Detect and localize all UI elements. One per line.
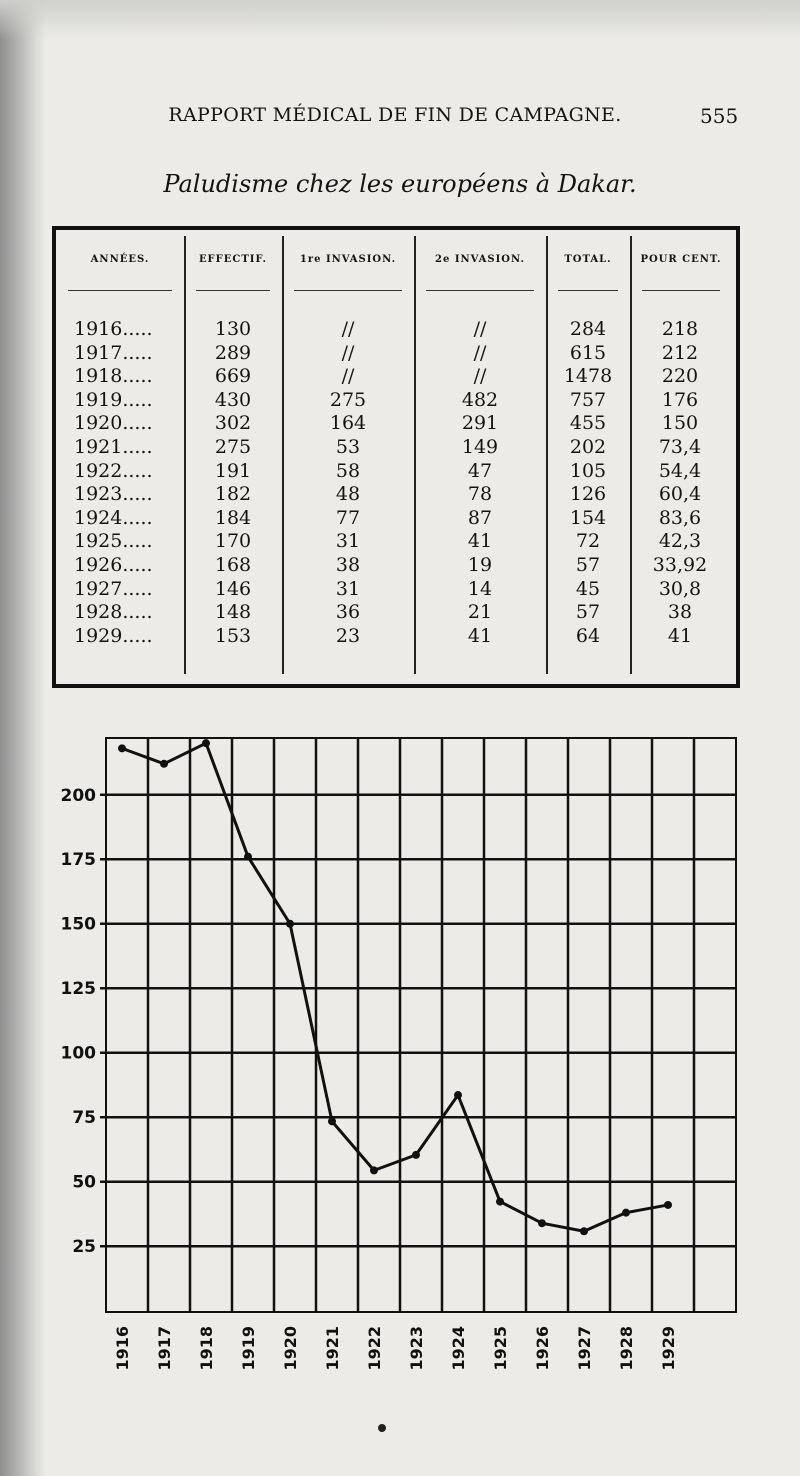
table-cell: 57 <box>575 554 601 576</box>
data-point <box>538 1219 546 1227</box>
column-header: TOTAL. <box>564 254 612 265</box>
data-point <box>370 1166 378 1174</box>
y-tick-label: 100 <box>60 1043 96 1064</box>
page-top-shadow <box>0 0 800 40</box>
x-tick-label: 1928 <box>617 1326 636 1370</box>
data-point <box>496 1198 504 1206</box>
header-rule <box>294 290 402 291</box>
table-cell: 21 <box>467 601 493 624</box>
table-cell: 36 <box>335 601 361 624</box>
table-cell: 130 <box>214 318 252 340</box>
table-cell: 149 <box>461 436 499 458</box>
table-year-cell: 1918..... <box>74 365 153 388</box>
table-cell: 105 <box>569 459 607 482</box>
table-cell: 38 <box>667 601 693 624</box>
table-cell: 60,4 <box>658 483 702 506</box>
table-cell: 164 <box>329 412 367 435</box>
x-tick-label: 1920 <box>281 1326 300 1370</box>
table-cell: 31 <box>335 530 361 553</box>
table-year-cell: 1924..... <box>74 506 153 529</box>
table-cell: 191 <box>214 459 252 482</box>
table-cell: 41 <box>467 624 493 647</box>
table-cell: 54,4 <box>658 459 702 482</box>
table-year-cell: 1928..... <box>74 601 153 624</box>
x-tick-label: 1921 <box>323 1326 342 1370</box>
table-cell: 757 <box>569 388 607 411</box>
table-cell: 72 <box>575 530 601 553</box>
table-cell: 615 <box>569 341 607 364</box>
chart-svg <box>40 730 760 1370</box>
table-year-cell: 1922..... <box>74 459 153 482</box>
data-point <box>286 920 294 928</box>
y-tick-label: 125 <box>60 979 96 1000</box>
table-cell: 77 <box>335 506 361 529</box>
table-cell: // <box>473 341 487 364</box>
malaria-table <box>52 226 740 688</box>
table-cell: 64 <box>575 624 601 647</box>
x-tick-label: 1924 <box>449 1326 468 1370</box>
y-tick-label: 25 <box>72 1237 96 1258</box>
table-cell: 154 <box>569 506 607 529</box>
table-cell: 45 <box>575 577 601 600</box>
header-rule <box>196 290 270 291</box>
column-header: EFFECTIF. <box>198 254 268 265</box>
x-tick-label: 1926 <box>533 1326 552 1370</box>
table-cell: 57 <box>575 601 601 624</box>
data-point <box>328 1117 336 1125</box>
x-tick-label: 1919 <box>239 1326 258 1370</box>
table-cell: 289 <box>214 341 252 364</box>
x-tick-label: 1917 <box>155 1326 174 1370</box>
table-cell: 42,3 <box>658 530 702 553</box>
table-cell: 83,6 <box>658 506 702 529</box>
table-cell: 455 <box>569 412 607 435</box>
table-cell: 14 <box>467 577 493 600</box>
table-cell: 275 <box>329 388 367 411</box>
x-tick-label: 1927 <box>575 1326 594 1370</box>
table-cell: 126 <box>569 483 607 506</box>
x-tick-label: 1929 <box>659 1326 678 1370</box>
x-tick-label: 1925 <box>491 1326 510 1370</box>
table-year-cell: 1921..... <box>74 436 153 458</box>
table-cell: 23 <box>335 624 361 647</box>
table-cell: 218 <box>661 318 699 340</box>
table-cell: 1478 <box>563 365 613 388</box>
table-cell: 41 <box>467 530 493 553</box>
table-title: Paludisme chez les européens à Dakar. <box>163 170 637 198</box>
table-cell: 153 <box>214 624 252 647</box>
ink-speck <box>378 1424 386 1432</box>
chart-frame <box>106 738 736 1312</box>
data-point <box>118 744 126 752</box>
data-point <box>244 853 252 861</box>
table-cell: 30,8 <box>658 577 702 600</box>
table-cell: // <box>341 318 355 340</box>
table-cell: 41 <box>667 624 693 647</box>
table-cell: 669 <box>214 365 252 388</box>
data-point <box>160 760 168 768</box>
data-point <box>412 1151 420 1159</box>
table-cell: 73,4 <box>658 436 702 458</box>
table-year-cell: 1923..... <box>74 483 153 506</box>
column-rule <box>184 236 186 674</box>
table-cell: 38 <box>335 554 361 576</box>
table-cell: 58 <box>335 459 361 482</box>
table-cell: 275 <box>214 436 252 458</box>
y-tick-label: 75 <box>72 1108 96 1129</box>
column-rule <box>630 236 632 674</box>
table-year-cell: 1919..... <box>74 388 153 411</box>
malaria-chart <box>40 730 760 1370</box>
table-cell: 220 <box>661 365 699 388</box>
table-cell: 184 <box>214 506 252 529</box>
y-tick-label: 50 <box>72 1172 96 1193</box>
table-year-cell: 1929..... <box>74 624 153 647</box>
table-cell: 47 <box>467 459 493 482</box>
data-point <box>580 1227 588 1235</box>
table-cell: 19 <box>467 554 493 576</box>
table-cell: 176 <box>661 388 699 411</box>
table-cell: 182 <box>214 483 252 506</box>
table-cell: 48 <box>335 483 361 506</box>
running-head: RAPPORT MÉDICAL DE FIN DE CAMPAGNE. <box>168 104 622 126</box>
table-cell: 87 <box>467 506 493 529</box>
data-point <box>202 739 210 747</box>
x-tick-label: 1916 <box>113 1326 132 1370</box>
table-cell: 430 <box>214 388 252 411</box>
table-cell: 53 <box>335 436 361 458</box>
page-number: 555 <box>700 104 739 128</box>
table-cell: 31 <box>335 577 361 600</box>
table-year-cell: 1926..... <box>74 554 153 576</box>
x-tick-label: 1918 <box>197 1326 216 1370</box>
table-cell: // <box>473 318 487 340</box>
column-header: ANNÉES. <box>90 254 150 265</box>
header-rule <box>558 290 618 291</box>
table-cell: // <box>341 341 355 364</box>
header-rule <box>68 290 172 291</box>
table-cell: 212 <box>661 341 699 364</box>
column-header: 1re INVASION. <box>299 254 397 265</box>
table-cell: 150 <box>661 412 699 435</box>
table-cell: 33,92 <box>652 554 708 576</box>
table-year-cell: 1927..... <box>74 577 153 600</box>
table-year-cell: 1916..... <box>74 318 153 340</box>
data-point <box>622 1209 630 1217</box>
table-year-cell: 1925..... <box>74 530 153 553</box>
table-cell: 284 <box>569 318 607 340</box>
table-year-cell: 1920..... <box>74 412 153 435</box>
y-tick-label: 150 <box>60 914 96 935</box>
table-cell: 482 <box>461 388 499 411</box>
table-cell: 148 <box>214 601 252 624</box>
y-tick-label: 200 <box>60 785 96 806</box>
data-point <box>664 1201 672 1209</box>
table-cell: 202 <box>569 436 607 458</box>
table-cell: 168 <box>214 554 252 576</box>
header-rule <box>642 290 720 291</box>
x-tick-label: 1922 <box>365 1326 384 1370</box>
table-cell: 146 <box>214 577 252 600</box>
table-cell: 170 <box>214 530 252 553</box>
column-header: POUR CENT. <box>640 254 722 265</box>
table-cell: // <box>473 365 487 388</box>
table-cell: 291 <box>461 412 499 435</box>
table-cell: 302 <box>214 412 252 435</box>
data-point <box>454 1091 462 1099</box>
header-rule <box>426 290 534 291</box>
table-cell: // <box>341 365 355 388</box>
column-header: 2e INVASION. <box>435 254 525 265</box>
table-year-cell: 1917..... <box>74 341 153 364</box>
x-tick-label: 1923 <box>407 1326 426 1370</box>
column-rule <box>414 236 416 674</box>
table-cell: 78 <box>467 483 493 506</box>
column-rule <box>282 236 284 674</box>
y-tick-label: 175 <box>60 850 96 871</box>
